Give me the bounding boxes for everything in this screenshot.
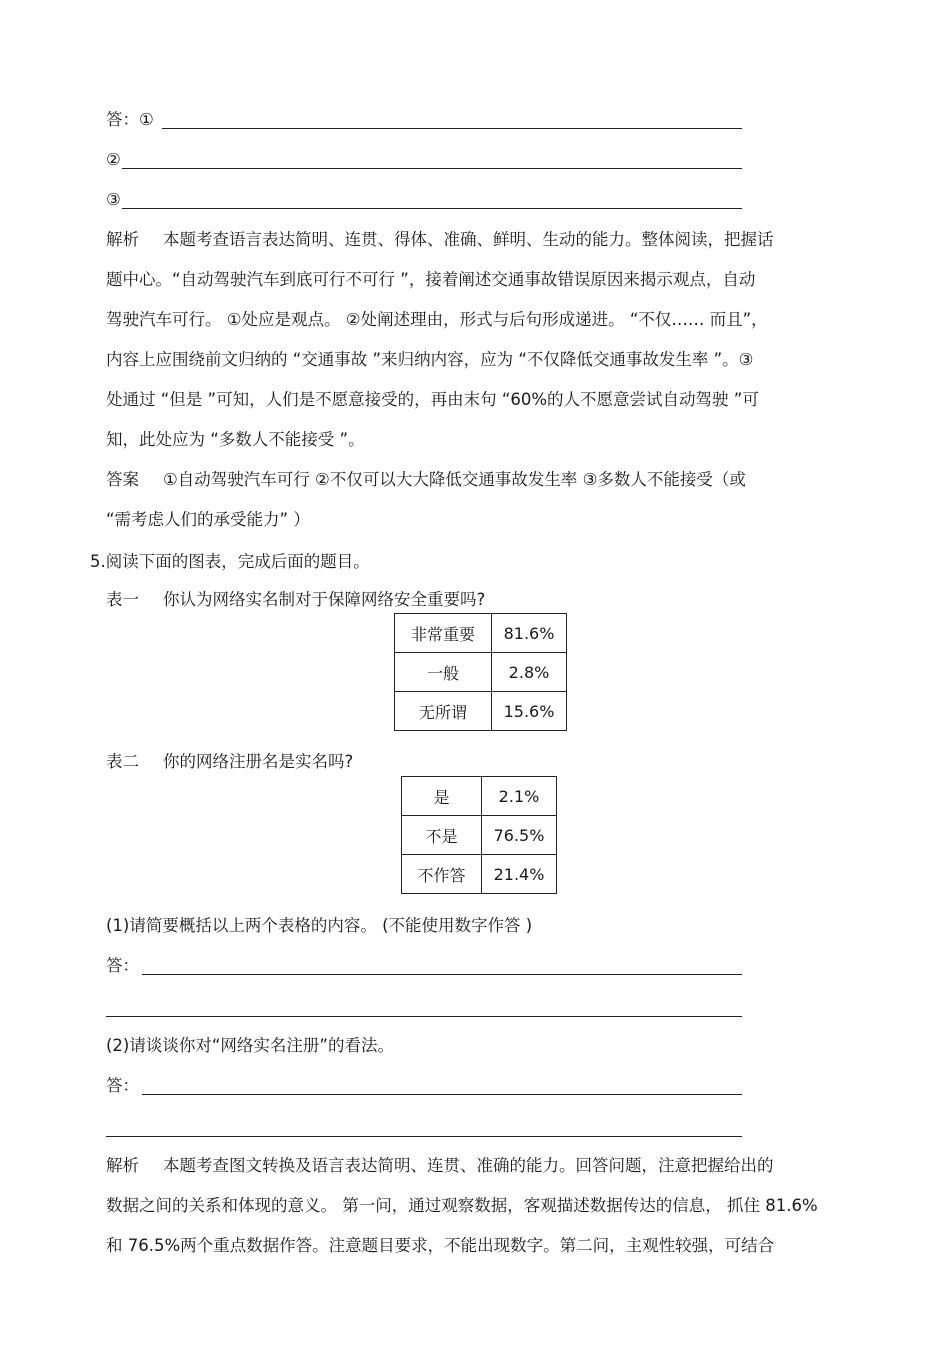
- table-cell-option: 是: [402, 777, 482, 816]
- answer-underline-3: [122, 208, 742, 209]
- sub-question-1-answer-line-2: [106, 1016, 742, 1017]
- answer-1-label: 答案: [106, 470, 139, 489]
- table-cell-percent: 21.4%: [482, 855, 557, 894]
- analysis-2-line-3: 和 76.5%两个重点数据作答。注意题目要求，不能出现数字。第二问，主观性较强，可结合: [106, 1236, 775, 1255]
- analysis-1-line-4: 内容上应围绕前文归纳的 “交通事故 ”来归纳内容，应为 “不仅降低交通事故发生率 ”。③: [106, 350, 754, 369]
- table-row: [395, 653, 567, 692]
- table-cell-option: 一般: [395, 653, 492, 692]
- answer-1-line-2: “需考虑人们的承受能力” ）: [106, 510, 310, 529]
- sub-question-1: (1)请简要概括以上两个表格的内容。 (不能使用数字作答 ): [106, 916, 533, 935]
- table-row: [395, 614, 567, 653]
- question-5-title: 5.阅读下面的图表，完成后面的题目。: [90, 552, 370, 571]
- analysis-1-line-1: 本题考查语言表达简明、连贯、得体、准确、鲜明、生动的能力。整体阅读，把握话: [163, 230, 774, 249]
- sub-question-2-answer-line-2: [106, 1136, 742, 1137]
- answer-1-line-1: ①自动驾驶汽车可行 ②不仅可以大大降低交通事故发生率 ③多数人不能接受（或: [163, 470, 746, 489]
- table-row: [395, 692, 567, 731]
- analysis-2-line-1: 本题考查图文转换及语言表达简明、连贯、准确的能力。回答问题，注意把握给出的: [163, 1156, 774, 1175]
- sub-question-1-answer-line-1: [142, 974, 742, 975]
- sub-question-2-answer-line-1: [142, 1094, 742, 1095]
- analysis-2-label: 解析: [106, 1156, 139, 1175]
- table-2-label: 表二: [106, 752, 139, 771]
- sub-question-2-answer-prefix: 答：: [106, 1076, 139, 1095]
- table-cell-percent: 2.1%: [482, 777, 557, 816]
- table-row: [402, 855, 557, 894]
- analysis-1-label: 解析: [106, 230, 139, 249]
- table-1: [394, 613, 567, 731]
- table-cell-option: 非常重要: [395, 614, 492, 653]
- analysis-1-line-2: 题中心。“自动驾驶汽车到底可行不可行 ”，接着阐述交通事故错误原因来揭示观点，自动: [106, 270, 756, 289]
- answer-underline-1: [162, 128, 742, 129]
- table-1-label: 表一: [106, 590, 139, 609]
- table-2-question: 你的网络注册名是实名吗?: [163, 752, 354, 771]
- table-cell-option: 无所谓: [395, 692, 492, 731]
- answer-line-2-prefix: ②: [106, 150, 121, 169]
- table-cell-percent: 2.8%: [492, 653, 567, 692]
- analysis-1-line-3: 驾驶汽车可行。 ①处应是观点。 ②处阐述理由，形式与后句形成递进。 “不仅…… 而且”，: [106, 310, 768, 329]
- table-cell-option: 不是: [402, 816, 482, 855]
- sub-question-1-answer-prefix: 答：: [106, 956, 139, 975]
- analysis-1-line-5: 处通过 “但是 ”可知，人们是不愿意接受的，再由末句 “60%的人不愿意尝试自动驾驶 ”可: [106, 390, 759, 409]
- table-cell-percent: 81.6%: [492, 614, 567, 653]
- analysis-2-line-2: 数据之间的关系和体现的意义。 第一问，通过观察数据，客观描述数据传达的信息， 抓住 81.6%: [106, 1196, 818, 1215]
- table-2: [401, 776, 557, 894]
- answer-line-3-prefix: ③: [106, 190, 121, 209]
- answer-line-1-prefix: 答：①: [106, 110, 154, 129]
- table-cell-option: 不作答: [402, 855, 482, 894]
- table-row: [402, 777, 557, 816]
- table-cell-percent: 15.6%: [492, 692, 567, 731]
- answer-underline-2: [122, 168, 742, 169]
- sub-question-2: (2)请谈谈你对“网络实名注册”的看法。: [106, 1036, 394, 1055]
- analysis-1-line-6: 知，此处应为 “多数人不能接受 ”。: [106, 430, 365, 449]
- table-cell-percent: 76.5%: [482, 816, 557, 855]
- table-1-question: 你认为网络实名制对于保障网络安全重要吗?: [163, 590, 486, 609]
- table-row: [402, 816, 557, 855]
